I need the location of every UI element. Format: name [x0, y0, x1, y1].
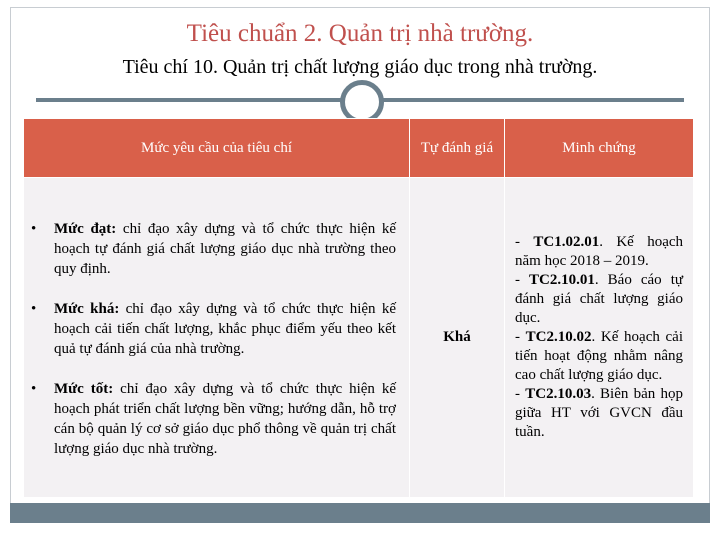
level-text: chỉ đạo xây dựng và tổ chức thực hiện kế hoạch tự đánh giá chất lượng giáo dục nhà trường theo quy định.: [54, 220, 396, 277]
evidence-prefix: -: [515, 329, 526, 345]
level-text: chỉ đạo xây dựng và tổ chức thực hiện kế hoạch cải tiến chất lượng, khắc phục điểm yếu theo kết quả tự đánh giá của nhà trường.: [54, 300, 397, 357]
level-label: Mức khá:: [54, 300, 120, 317]
level-text: chỉ đạo xây dựng và tổ chức thực hiện kế hoạch phát triển chất lượng bền vững; hướng dẫn, hỗ trợ cán bộ quản lý cơ sở giáo dục phổ thông về quản trị chất lượng giáo dục nhà trường.: [54, 380, 396, 457]
evidence-code: TC2.10.01: [529, 272, 595, 288]
evidence-prefix: -: [515, 386, 526, 402]
evidence-text: . Báo cáo tự đánh giá chất lượng giáo dục.: [515, 272, 683, 326]
evidence-item: [515, 385, 683, 442]
table-row: [24, 178, 694, 498]
slide-title: Tiêu chuẩn 2. Quản trị nhà trường.: [186, 20, 534, 47]
evidence-code: TC1.02.01: [533, 234, 600, 250]
evidence-item: [515, 328, 683, 385]
list-item: [31, 219, 396, 279]
self-assessment-cell: Khá: [410, 178, 505, 498]
evidence-text: . Kế hoạch cải tiến hoạt động nhằm nâng cao chất lượng giáo dục.: [515, 329, 683, 383]
evidence-prefix: -: [515, 272, 530, 288]
bullet-icon: •: [31, 220, 37, 237]
evidence-text: . Kế hoạch năm học 2018 – 2019.: [515, 234, 684, 269]
evidence-text: . Biên bản họp giữa HT với GVCN đầu tuần.: [515, 386, 683, 440]
level-label: Mức đạt:: [54, 220, 117, 237]
evidence-code: TC2.10.02: [525, 329, 592, 345]
level-label: Mức tốt:: [54, 380, 114, 397]
bullet-icon: •: [31, 380, 37, 397]
header-self-assessment: Tự đánh giá: [410, 119, 505, 178]
criteria-table: [23, 118, 694, 498]
evidence-item: [515, 233, 683, 271]
requirements-cell: [24, 178, 410, 498]
evidence-prefix: -: [515, 234, 534, 250]
footer-bar: [10, 503, 710, 523]
header-evidence: Minh chứng: [505, 119, 694, 178]
evidence-cell: [505, 178, 694, 498]
evidence-code: TC2.10.03: [525, 386, 592, 402]
header-requirements: Mức yêu cầu của tiêu chí: [24, 119, 410, 178]
evidence-item: [515, 271, 683, 328]
list-item: [31, 379, 396, 459]
table-header-row: [24, 119, 694, 178]
bullet-icon: •: [31, 300, 37, 317]
requirements-list: [25, 219, 408, 459]
slide-subtitle: Tiêu chí 10. Quản trị chất lượng giáo dục trong nhà trường.: [122, 56, 598, 78]
list-item: [31, 299, 396, 359]
